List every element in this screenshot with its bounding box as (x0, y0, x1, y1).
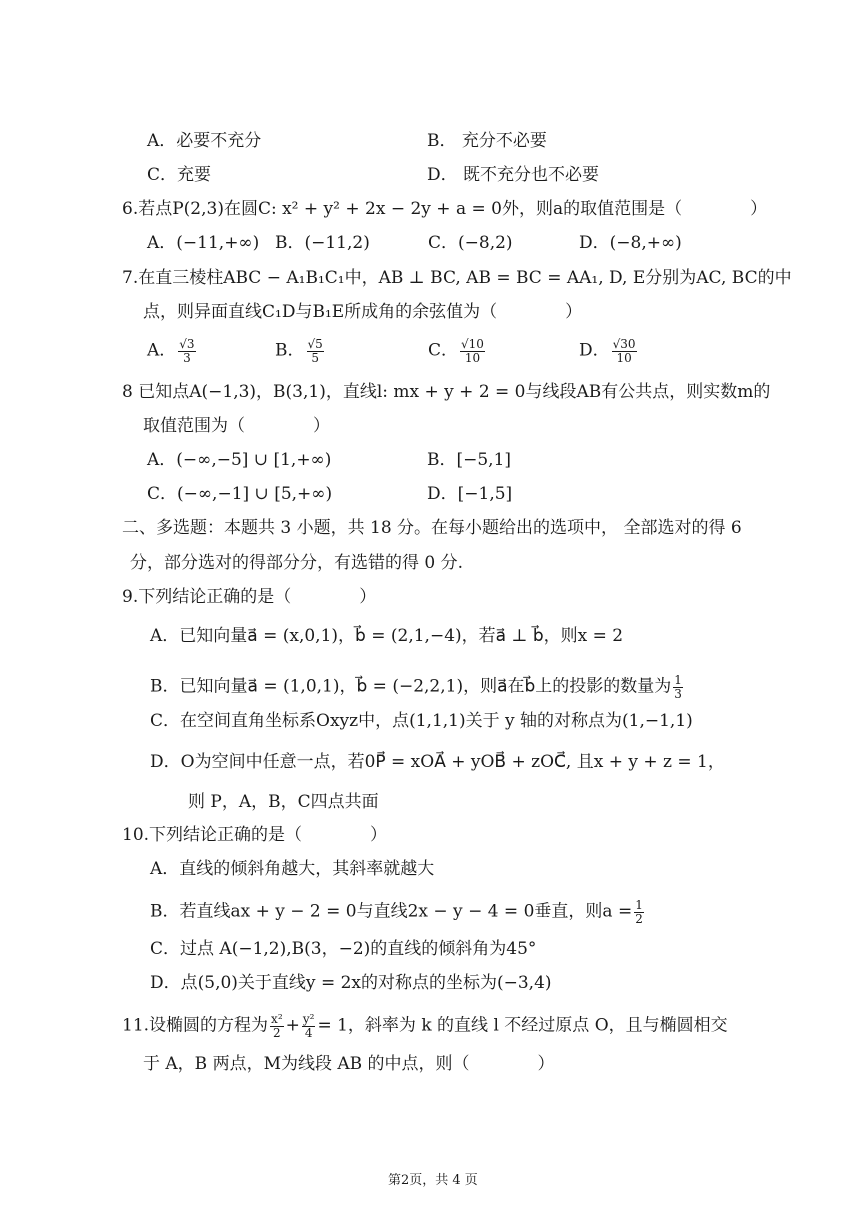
section2-heading-line1: 二、多选题：本题共 3 小题，共 18 分。在每小题给出的选项中， 全部选对的得 6 (122, 518, 742, 538)
q7-option-b: B． $\frac{√5}{5}$ (275, 337, 323, 365)
q6-option-c: C．(−8,2) (428, 233, 513, 253)
q9-option-b: B．已知向量a⃗ = (1,0,1)，b⃗ = (−2,2,1)，则a⃗在b⃗上的投影的数量为 $\frac{1}{3}$ (150, 673, 682, 701)
q9-option-d-continued: 则 P，A，B，C四点共面 (188, 792, 379, 812)
q5-option-c: C．充要 (147, 165, 212, 185)
q9-option-c: C．在空间直角坐标系Oxyz中，点(1,1,1)关于 y 轴的对称点为(1,−1,1) (150, 711, 693, 731)
q11-stem-line1: 11.设椭圆的方程为 $\frac{\text{x²}}{2}$ + $\frac{\text{y²}}{4}$ = 1，斜率为 k 的直线 l 不经过原点 O，且与椭圆相交 (122, 1012, 728, 1040)
q9-option-d: D．O为空间中任意一点，若0P⃗ = xOA⃗ + yOB⃗ + zOC⃗, 且x + y + z = 1， (150, 752, 725, 772)
q7-option-d: D． $\frac{√30}{10}$ (579, 337, 636, 365)
q10-option-a: A．直线的倾斜角越大，其斜率就越大 (150, 859, 435, 879)
q9-stem: 9.下列结论正确的是（ ） (122, 587, 377, 607)
q6-option-d: D．(−8,+∞) (579, 233, 682, 253)
q8-stem-line2: 取值范围为（ ） (143, 416, 330, 436)
q8-option-a: A．(−∞,−5] ∪ [1,+∞) (147, 450, 332, 470)
q10-option-b: B．若直线ax + y − 2 = 0与直线2x − y − 4 = 0垂直，则a = $\frac{1}{2}$ (150, 898, 643, 926)
q5-option-a: A．必要不充分 (147, 131, 262, 151)
q7-stem-line2: 点，则异面直线C₁D与B₁E所成角的余弦值为（ ） (143, 302, 583, 322)
q10-option-d: D．点(5,0)关于直线y = 2x的对称点的坐标为(−3,4) (150, 973, 552, 993)
q8-option-c: C．(−∞,−1] ∪ [5,+∞) (147, 484, 333, 504)
q5-option-d: D． 既不充分也不必要 (427, 165, 600, 185)
q8-option-d: D．[−1,5] (427, 484, 513, 504)
q8-stem-line1: 8 已知点A(−1,3)，B(3,1)，直线l: mx + y + 2 = 0与线段AB有公共点，则实数m的 (122, 382, 771, 402)
q6-option-a: A．(−11,+∞) (147, 233, 260, 253)
q7-option-a: A． $\frac{√3}{3}$ (147, 337, 195, 365)
q9-option-a: A．已知向量a⃗ = (x,0,1)，b⃗ = (2,1,−4)，若a⃗ ⊥ b⃗，则x = 2 (150, 626, 624, 646)
q7-option-c: C． $\frac{√10}{10}$ (428, 337, 484, 365)
q5-option-b: B． 充分不必要 (427, 131, 547, 151)
q8-option-b: B．[−5,1] (427, 450, 512, 470)
section2-heading-line2: 分，部分选对的得部分分，有选错的得 0 分. (130, 553, 464, 573)
q6-option-b: B．(−11,2) (275, 233, 370, 253)
q10-option-c: C．过点 A(−1,2),B(3，−2)的直线的倾斜角为45° (150, 939, 537, 959)
q11-stem-line2: 于 A，B 两点，M为线段 AB 的中点，则（ ） (143, 1054, 555, 1074)
page-footer: 第2页，共 4 页 (388, 1173, 478, 1188)
q6-stem: 6.若点P(2,3)在圆C: x² + y² + 2x − 2y + a = 0外，则a的取值范围是（ ） (122, 199, 768, 219)
q10-stem: 10.下列结论正确的是（ ） (122, 825, 388, 845)
q7-stem-line1: 7.在直三棱柱ABC − A₁B₁C₁中，AB ⊥ BC, AB = BC = AA₁, D, E分别为AC, BC的中 (122, 268, 792, 288)
